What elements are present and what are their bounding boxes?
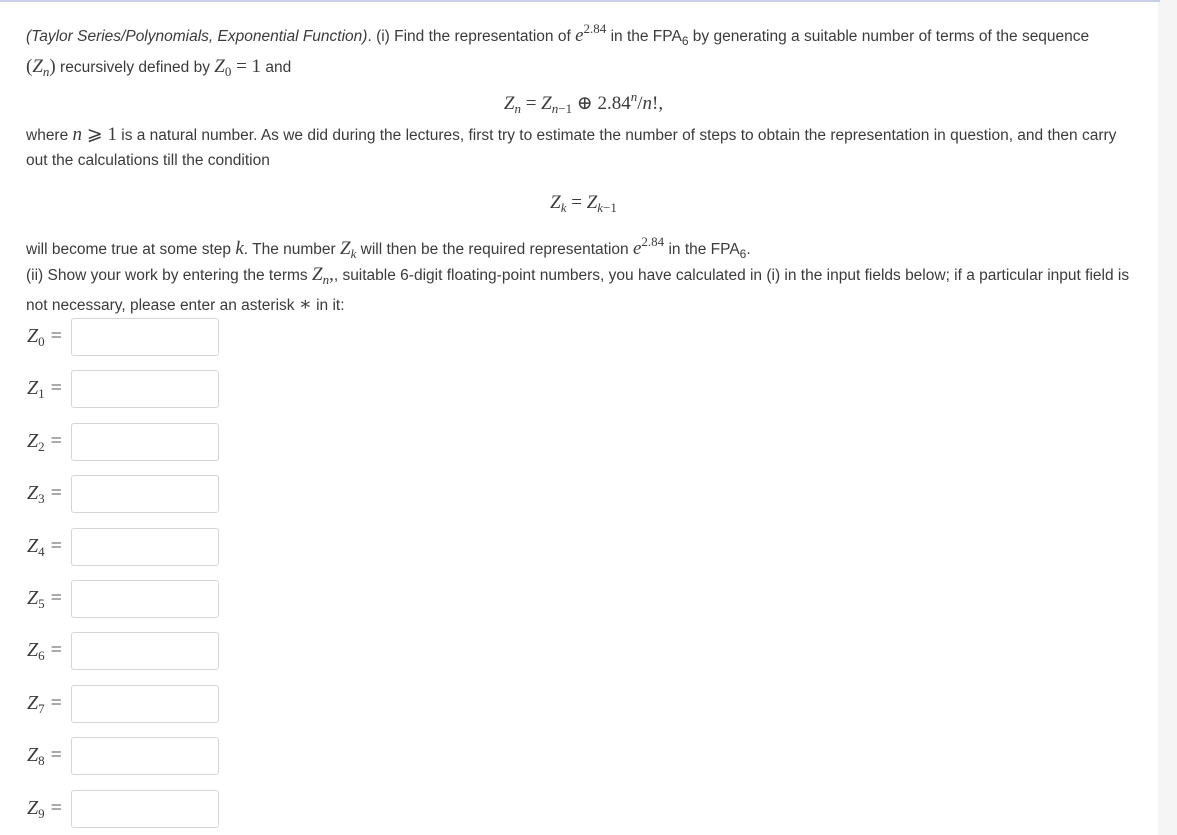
answer-label-z5: $Z_5$ = bbox=[27, 587, 62, 611]
answer-label-z8: $Z_8$ = bbox=[27, 744, 62, 768]
answer-row-z9 bbox=[27, 790, 227, 830]
answer-row-z1 bbox=[27, 370, 227, 410]
answer-label-z2: $Z_2$ = bbox=[27, 430, 62, 454]
answer-label-z4: $Z_4$ = bbox=[27, 535, 62, 559]
answer-row-z2 bbox=[27, 423, 227, 463]
answer-input-z6[interactable] bbox=[71, 632, 219, 670]
answer-label-z3: $Z_3$ = bbox=[27, 482, 62, 506]
answer-row-z7 bbox=[27, 685, 227, 725]
question-paragraph-4: (ii) Show your work by entering the terms $Z_n$,, suitable 6-digit floating-point numbers, you have calculated in (i) in the input fields below; if a particular input field is not necessary, please enter an asterisk ∗ in it: bbox=[26, 264, 1130, 315]
recursion-formula: $Z_n = Z_{n-1}$ ⊕ 2.84$^n$/n!, bbox=[503, 89, 664, 116]
answer-row-z5 bbox=[27, 580, 227, 620]
answer-input-z8[interactable] bbox=[71, 737, 219, 775]
answer-row-z4 bbox=[27, 528, 227, 568]
part-i-text: . (i) Find the representation of bbox=[367, 28, 576, 45]
question-paragraph-3: will become true at some step k. The number $Z_k$ will then be the required representation $e^{2.84}$ in the $FPA_6$. bbox=[26, 234, 751, 261]
answer-input-z0[interactable] bbox=[71, 318, 219, 356]
exp-expression: $e^{2.84}$ bbox=[575, 21, 607, 46]
answer-input-z3[interactable] bbox=[71, 475, 219, 513]
initial-condition: $Z_0 = 1$ bbox=[214, 56, 262, 79]
answer-input-z4[interactable] bbox=[71, 528, 219, 566]
answer-input-z2[interactable] bbox=[71, 423, 219, 461]
topic-label: (Taylor Series/Polynomials, Exponential Function) bbox=[26, 28, 368, 45]
answer-label-z7: $Z_7$ = bbox=[27, 692, 62, 716]
answer-label-z1: $Z_1$ = bbox=[27, 377, 62, 401]
answer-input-z5[interactable] bbox=[71, 580, 219, 618]
answer-row-z3 bbox=[27, 475, 227, 515]
answer-row-z6 bbox=[27, 632, 227, 672]
stop-condition: $Z_k = Z_{k-1}$ bbox=[550, 192, 617, 215]
question-panel bbox=[0, 2, 1158, 835]
n-condition: n ⩾ 1 bbox=[72, 124, 117, 145]
question-paragraph-2: where n ⩾ 1 is a natural number. As we did during the lectures, first try to estimate the number of steps to obtain the representation in question, and then carry out the calculations till the condition bbox=[26, 124, 1117, 169]
question-paragraph-1: (Taylor Series/Polynomials, Exponential Function). (i) Find the representation of $e^{2.84}$ in the $FPA_6$ by generating a suitable number of terms of the sequence $(Z_n)$ recursively defined by $Z_0 = 1$ and bbox=[26, 21, 1090, 79]
answer-input-z7[interactable] bbox=[71, 685, 219, 723]
answer-row-z8 bbox=[27, 737, 227, 777]
answer-label-z9: $Z_9$ = bbox=[27, 797, 62, 821]
answer-input-z9[interactable] bbox=[71, 790, 219, 828]
answer-label-z6: $Z_6$ = bbox=[27, 639, 62, 663]
answer-input-z1[interactable] bbox=[71, 370, 219, 408]
answer-label-z0: $Z_0$ = bbox=[27, 325, 62, 349]
answer-row-z0 bbox=[27, 318, 227, 358]
sequence-symbol: $(Z_n)$ bbox=[26, 56, 56, 79]
